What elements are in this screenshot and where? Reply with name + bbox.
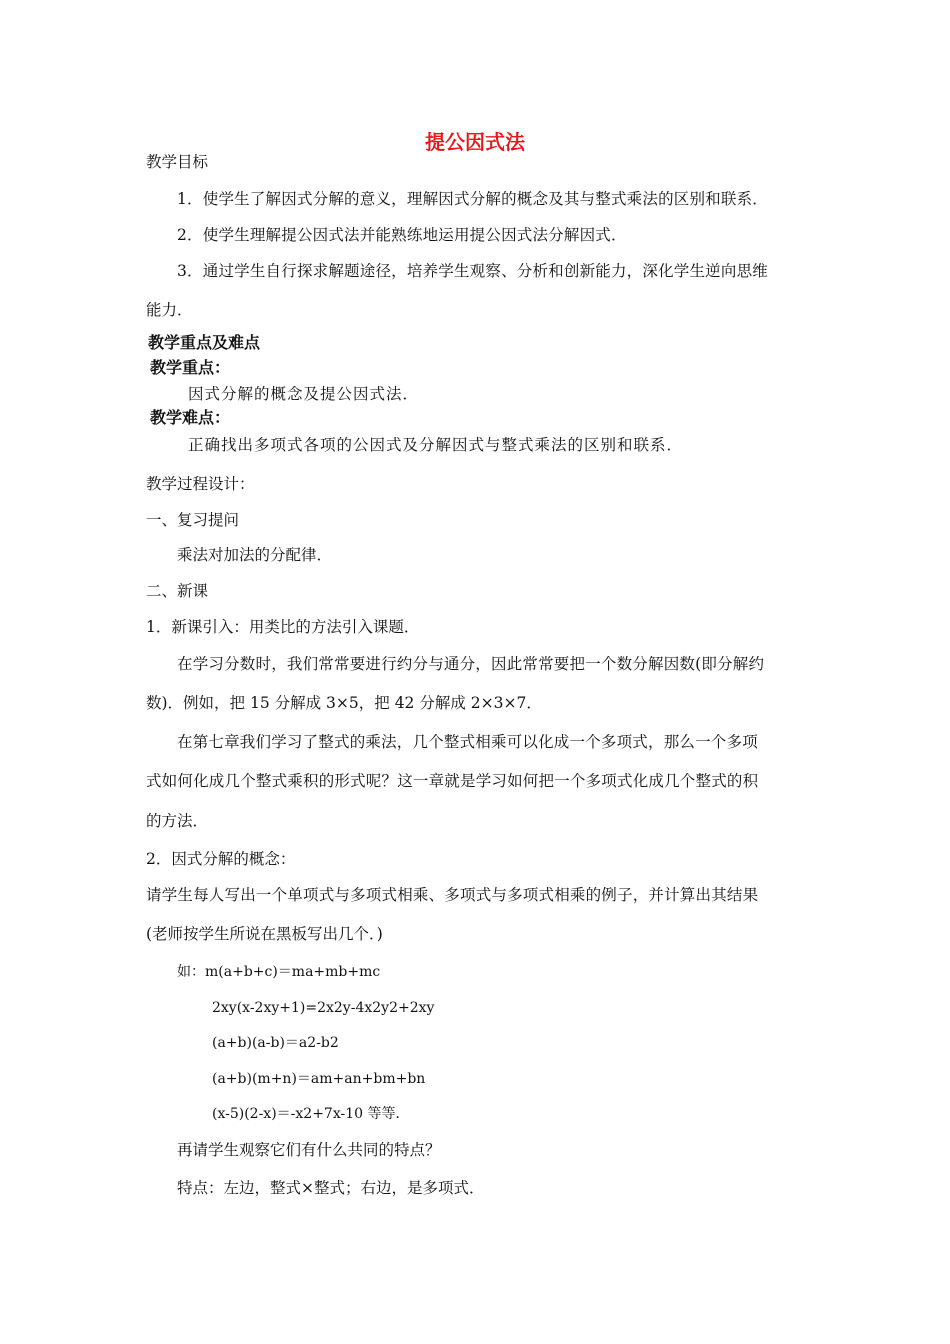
intro-paragraph-2-line-3: 的方法． (146, 812, 209, 830)
difficulty-text: 正确找出多项式各项的公因式及分解因式与整式乘法的区别和联系． (188, 436, 684, 454)
objective-item-3-cont: 能力． (146, 301, 193, 319)
concept-paragraph-line-1: 请学生每人写出一个单项式与多项式相乘、多项式与多项式相乘的例子，并计算出其结果 (146, 886, 759, 904)
intro-paragraph-2-line-2: 式如何化成几个整式乘积的形式呢？这一章就是学习如何把一个多项式化成几个整式的积 (146, 772, 759, 790)
observe-question: 再请学生观察它们有什么共同的特点？ (177, 1141, 441, 1159)
key-points-heading: 教学重点及难点 (148, 333, 261, 352)
intro-heading: 1．新课引入：用类比的方法引入课题． (146, 618, 420, 636)
feature-statement: 特点：左边，整式×整式；右边，是多项式． (177, 1179, 485, 1197)
example-4: (a+b)(m+n)＝am+an+bm+bn (212, 1071, 426, 1087)
focus-heading: 教学重点： (150, 358, 231, 377)
example-3: (a+b)(a-b)＝a2-b2 (212, 1035, 339, 1051)
objectives-heading: 教学目标 (146, 153, 209, 171)
new-lesson-heading: 二、新课 (146, 582, 209, 600)
intro-paragraph-1-line-2: 数)．例如，把 15 分解成 3×5，把 42 分解成 2×3×7． (146, 694, 542, 712)
objective-item-3: 3．通过学生自行探求解题途径，培养学生观察、分析和创新能力，深化学生逆向思维 (177, 262, 768, 280)
objective-item-2: 2．使学生理解提公因式法并能熟练地运用提公因式法分解因式． (177, 226, 627, 244)
concept-heading: 2．因式分解的概念： (146, 850, 296, 868)
difficulty-heading: 教学难点： (150, 408, 231, 427)
review-text: 乘法对加法的分配律． (177, 546, 333, 564)
process-heading: 教学过程设计： (146, 475, 255, 493)
example-1: 如：m(a+b+c)＝ma+mb+mc (177, 964, 381, 980)
objective-item-1: 1．使学生了解因式分解的意义，理解因式分解的概念及其与整式乘法的区别和联系． (177, 190, 768, 208)
focus-text: 因式分解的概念及提公因式法． (188, 385, 420, 403)
review-heading: 一、复习提问 (146, 511, 240, 529)
example-5: (x-5)(2-x)＝-x2+7x-10 等等． (212, 1106, 410, 1122)
example-2: 2xy(x-2xy+1)=2x2y-4x2y2+2xy (212, 1000, 435, 1016)
intro-paragraph-1-line-1: 在学习分数时，我们常常要进行约分与通分，因此常常要把一个数分解因数(即分解约 (177, 655, 765, 673)
concept-paragraph-line-2: (老师按学生所说在黑板写出几个．) (146, 925, 383, 943)
document-title: 提公因式法 (425, 130, 525, 154)
intro-paragraph-2-line-1: 在第七章我们学习了整式的乘法，几个整式相乘可以化成一个多项式，那么一个多项 (177, 733, 758, 751)
